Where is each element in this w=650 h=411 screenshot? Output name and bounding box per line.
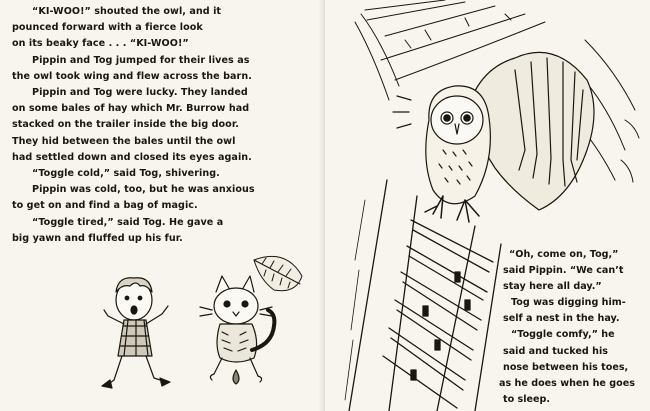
text-line: “KI-WOO!” shouted the owl, and it	[32, 6, 222, 17]
text-line: “Oh, come on, Tog,”	[509, 249, 619, 260]
falling-feather	[254, 256, 302, 290]
text-line: pounced forward with a fierce look	[12, 22, 203, 34]
left-page-text	[12, 4, 308, 247]
text-line: Pippin and Tog were lucky. They landed	[32, 87, 248, 99]
text-line: self a nest in the hay.	[503, 313, 620, 325]
text-line: to sleep.	[503, 393, 551, 405]
pippin-figure	[102, 278, 170, 388]
tog-figure	[200, 276, 274, 384]
text-line: the owl took wing and flew across the barn.	[12, 70, 252, 82]
text-line: on some bales of hay which Mr. Burrow had	[12, 103, 250, 115]
text-line: Pippin was cold, too, but he was anxious	[32, 184, 255, 196]
right-page-text	[499, 247, 649, 408]
text-line: “Toggle tired,” said Tog. He gave a	[32, 216, 224, 228]
pippin-and-tog-illustration	[96, 240, 316, 411]
text-line: had settled down and closed its eyes again.	[12, 151, 252, 163]
text-line: to get on and find a bag of magic.	[12, 200, 198, 212]
text-line: as he does when he goes	[499, 377, 635, 389]
text-line: said and tucked his	[503, 345, 608, 357]
text-line: “Toggle comfy,” he	[511, 329, 615, 341]
text-line: They hid between the bales until the owl	[12, 135, 236, 147]
text-line: on its beaky face . . . “KI-WOO!”	[12, 38, 189, 50]
text-line: Tog was digging him-	[511, 297, 626, 309]
text-line: Pippin and Tog jumped for their lives as	[32, 54, 250, 66]
owl-figure	[393, 52, 594, 222]
right-page	[325, 0, 650, 411]
text-line: said Pippin. “We can’t	[503, 265, 624, 277]
text-line: big yawn and fluffed up his fur.	[12, 232, 183, 244]
text-line: “Toggle cold,” said Tog, shivering.	[32, 168, 220, 180]
text-line: stacked on the trailer inside the big door.	[12, 119, 239, 131]
text-line: stay here all day.”	[503, 281, 602, 293]
text-line: nose between his toes,	[503, 361, 629, 373]
